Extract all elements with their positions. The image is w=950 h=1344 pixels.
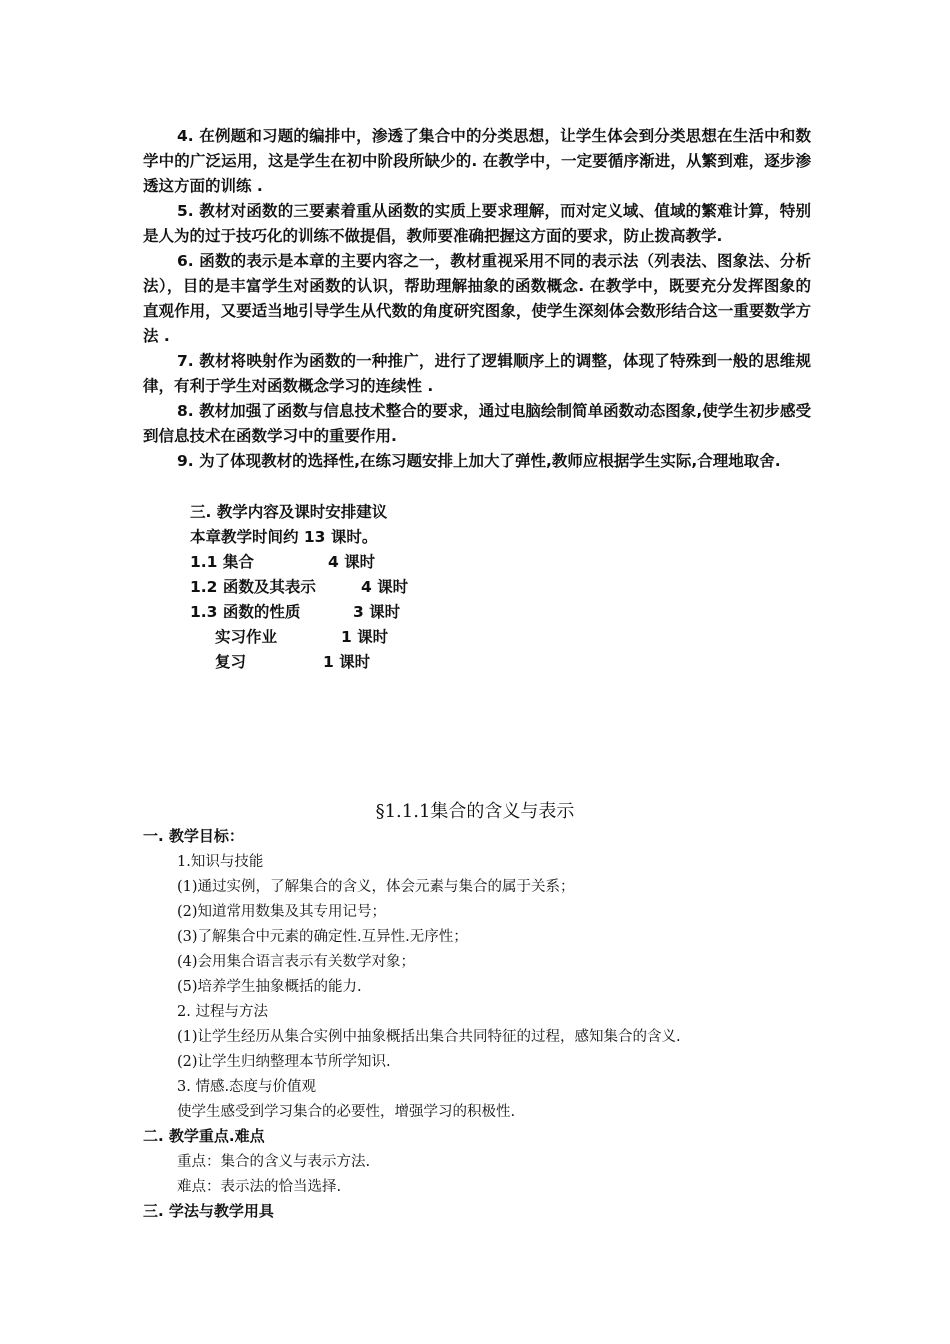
- schedule-item: 1.3 函数的性质: [190, 603, 301, 621]
- schedule-item: 实习作业: [215, 628, 278, 646]
- objective-line: 3. 情感.态度与价值观: [177, 1079, 317, 1095]
- objective-line: (2)知道常用数集及其专用记号；: [177, 904, 387, 920]
- paragraph-7: 7. 教材将映射作为函数的一种推广，进行了逻辑顺序上的调整，体现了特殊到一般的思维规律，有利于学生对函数概念学习的连续性 .: [143, 352, 811, 395]
- schedule-item: 复习: [215, 653, 247, 671]
- schedule-hours: 3 课时: [353, 603, 401, 621]
- section-heading-schedule: 三. 教学内容及课时安排建议: [190, 503, 388, 521]
- objective-line: (4)会用集合语言表示有关数学对象；: [177, 954, 416, 970]
- paragraph-5: 5. 教材对函数的三要素着重从函数的实质上要求理解，而对定义域、值域的繁难计算，特别是人为的过于技巧化的训练不做提倡，教师要准确把握这方面的要求，防止拨高教学.: [143, 202, 811, 245]
- paragraph-8: 8. 教材加强了函数与信息技术整合的要求，通过电脑绘制简单函数动态图象,使学生初步感受到信息技术在函数学习中的重要作用.: [143, 402, 811, 445]
- objective-line: (3)了解集合中元素的确定性.互异性.无序性；: [177, 929, 468, 945]
- schedule-hours: 1 课时: [341, 628, 389, 646]
- objective-line: 使学生感受到学习集合的必要性，增强学习的积极性.: [177, 1104, 516, 1120]
- objective-line: (5)培养学生抽象概括的能力.: [177, 979, 362, 995]
- section-heading-methods: 三. 学法与教学用具: [143, 1202, 274, 1220]
- paragraph-4: 4. 在例题和习题的编排中，渗透了集合中的分类思想，让学生体会到分类思想在生活中和数学中的广泛运用，这是学生在初中阶段所缺少的. 在教学中，一定要循序渐进，从繁到难，逐步渗透这方面的训练 .: [143, 127, 811, 195]
- objective-line: (1)通过实例，了解集合的含义，体会元素与集合的属于关系；: [177, 879, 575, 895]
- schedule-item: 1.2 函数及其表示: [190, 578, 316, 596]
- total-hours: 本章教学时间约 13 课时。: [190, 528, 378, 546]
- section-heading-objectives: 一. 教学目标：: [143, 827, 244, 845]
- schedule-item: 1.1 集合: [190, 553, 254, 571]
- objective-line: 2. 过程与方法: [177, 1004, 268, 1020]
- lesson-title: §1.1.1集合的含义与表示: [375, 801, 575, 822]
- paragraph-6: 6. 函数的表示是本章的主要内容之一，教材重视采用不同的表示法（列表法、图象法、分析法），目的是丰富学生对函数的认识，帮助理解抽象的函数概念. 在教学中，既要充分发挥图象的直观作用，又要适当地引导学生从代数的角度研究图象，使学生深刻体会数形结合这一重要数学方法 .: [143, 252, 811, 345]
- schedule-hours: 4 课时: [328, 553, 376, 571]
- key-point-line: 难点：表示法的恰当选择.: [177, 1179, 342, 1195]
- schedule-hours: 4 课时: [361, 578, 409, 596]
- schedule-hours: 1 课时: [323, 653, 371, 671]
- objective-line: (2)让学生归纳整理本节所学知识.: [177, 1054, 391, 1070]
- key-point-line: 重点：集合的含义与表示方法.: [177, 1154, 371, 1170]
- section-heading-key-points: 二. 教学重点.难点: [143, 1127, 265, 1145]
- paragraph-9: 9. 为了体现教材的选择性,在练习题安排上加大了弹性,教师应根据学生实际,合理地取舍.: [177, 452, 781, 470]
- objective-line: 1.知识与技能: [177, 854, 264, 870]
- objective-line: (1)让学生经历从集合实例中抽象概括出集合共同特征的过程，感知集合的含义.: [177, 1029, 681, 1045]
